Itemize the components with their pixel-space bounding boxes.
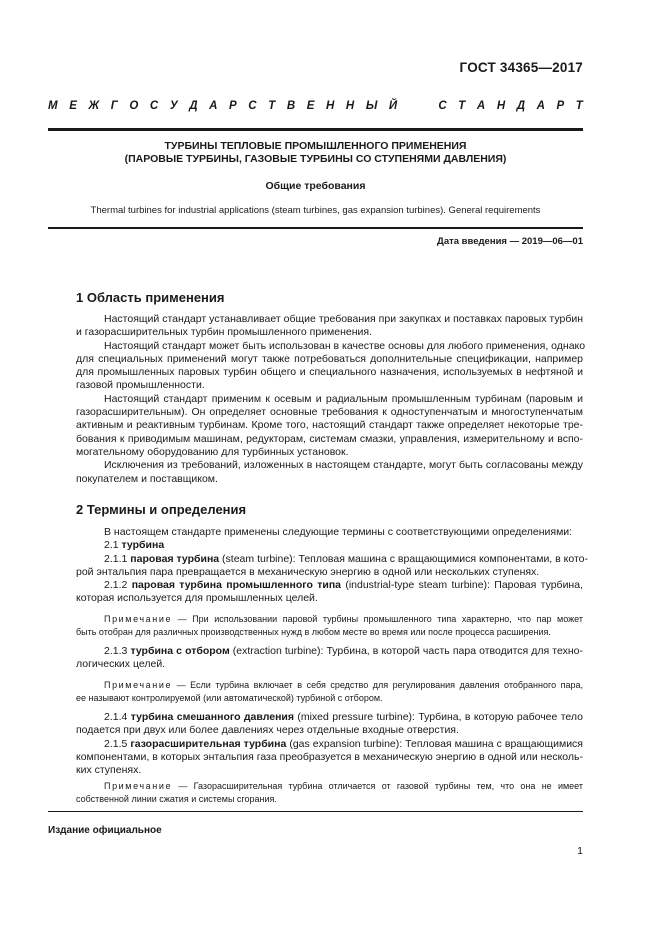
text-line: для промышленных паровых турбин общего и специального назначения, используемых в нефтяной и — [76, 366, 583, 379]
term-2-1-3: 2.1.3 турбина с отбором (extraction turbine): Турбина, в которой часть пара отводится для техно- — [104, 645, 583, 657]
heading-letter: В — [286, 100, 296, 112]
note-3: Примечание — Газорасширительная турбина отличается от газовой турбины тем, что она не имеет собственной линии сжатия и системы сгорания. — [76, 781, 583, 804]
text-line: компонентами, в которых энтальпия газа преобразуется в механическую энергию в одной или несколь- — [76, 750, 583, 763]
text-line: собственной линии сжатия и системы сгорания. — [76, 793, 277, 804]
text-line: бования к приводимым машинам, редукторам, системам смазки, управления, измерительному и вспо- — [76, 432, 583, 445]
heading-letter: О — [129, 100, 139, 112]
heading-letter: Ж — [88, 100, 100, 112]
heading-letter: Н — [496, 100, 506, 112]
heading-letter: Р — [556, 100, 565, 112]
term-2-1-4: 2.1.4 турбина смешанного давления (mixed pressure turbine): Турбина, в которую рабочее тело — [104, 711, 583, 723]
heading-letter: Й — [388, 100, 398, 112]
heading-letter — [409, 100, 412, 112]
term-2-1-2: 2.1.2 паровая турбина промышленного типа (industrial-type steam turbine): Паровая турбина, — [104, 579, 583, 592]
text-line: и газорасширительных турбин промышленного применения. — [76, 326, 373, 339]
text-line: подается при двух или более давлениях через отдельные входные отверстия. — [76, 724, 459, 737]
edition-label: Издание официальное — [48, 825, 162, 836]
heading-letter: Г — [110, 100, 118, 112]
text-line: Исключения из требований, изложенных в настоящем стандарте, могут быть согласованы между — [104, 459, 583, 472]
heading-letter: С — [248, 100, 257, 112]
text-line: Настоящий стандарт применим к осевым и радиальным промышленным турбинам (паровым и — [104, 392, 583, 405]
text-line: газовой промышленности. — [76, 379, 205, 392]
note-1: Примечание — При использовании паровой турбины промышленного типа характерно, что пар может быть отобран для различных производственных нужд в любом месте во время или после процесса расширения. — [76, 614, 583, 637]
heading-letter: Т — [575, 100, 583, 112]
note-label: Примечание — [104, 680, 173, 690]
section-1-heading: 1 Область применения — [76, 290, 225, 305]
paragraph — [76, 339, 586, 393]
heading-letter: Р — [229, 100, 237, 112]
text-line: могательному оборудованию для турбинных установок. — [76, 445, 349, 458]
heading-letter: М — [48, 100, 58, 112]
heading-letter: Ы — [365, 100, 378, 112]
english-title: Thermal turbines for industrial applications (steam turbines, gas expansion turbines). General requirements — [90, 205, 541, 216]
text-line: быть отобран для различных производственных нужд в любом месте во время или после процесса расширения. — [76, 626, 551, 637]
section-1-body — [76, 313, 586, 486]
text-line: которая используется для промышленных целей. — [76, 592, 318, 605]
page-number: 1 — [577, 845, 583, 857]
text-line: для специальных применений могут также потребоваться дополнительные спецификации, например — [76, 352, 583, 365]
title-line-2: (ПАРОВЫЕ ТУРБИНЫ, ГАЗОВЫЕ ТУРБИНЫ СО СТУПЕНЯМИ ДАВЛЕНИЯ) — [124, 153, 507, 165]
heading-letter: Е — [306, 100, 315, 112]
heading-letter: Т — [268, 100, 276, 112]
heading-letter: Е — [69, 100, 77, 112]
note-2: Примечание — Если турбина включает в себя средство для регулирования давления отобранного пара, ее называют контролируемой (или автоматической) турбиной с отбором. — [76, 680, 583, 703]
text-line: Настоящий стандарт может быть использован в качестве основы для любого применения, однако — [104, 339, 586, 352]
introduction-date: Дата введения — 2019—06—01 — [437, 236, 583, 247]
heading-letter: Н — [345, 100, 355, 112]
heading-letter: У — [169, 100, 178, 112]
term-2-1: 2.1 турбина — [104, 539, 165, 552]
term-2-1-1: 2.1.1 паровая турбина (steam turbine): Тепловая машина с вращающимися компонентами, в кото- — [104, 552, 588, 565]
heading-letter: А — [476, 100, 486, 112]
heading-letter: Д — [516, 100, 526, 112]
term-2-1-3-block — [76, 645, 583, 672]
paragraph — [76, 459, 583, 486]
text-line: Настоящий стандарт устанавливает общие требования при закупках и поставках паровых турбин — [104, 313, 583, 325]
intro-line: В настоящем стандарте применены следующие термины с соответствующими определениями: — [104, 526, 573, 538]
text-line: газорасширительным). Он определяет основные требования к одноступенчатым и многоступенчатым — [76, 406, 583, 419]
text-line: ее называют контролируемой (или автоматической) турбиной с отбором. — [76, 692, 383, 703]
text-line: рой энтальпия пара превращается в механическую энергию в одной или нескольких ступенях. — [76, 565, 540, 578]
note-label: Примечание — [104, 614, 173, 624]
note-label: Примечание — [104, 781, 173, 791]
text-line: активным и реактивным турбинам. Кроме того, настоящий стандарт также определяет некоторые тре- — [76, 419, 583, 432]
text-line: покупателем и поставщиком. — [76, 472, 218, 485]
header-rule — [48, 128, 583, 131]
heading-letter: А — [536, 100, 545, 112]
document-subtitle: Общие требования — [265, 180, 366, 192]
heading-letter: Д — [189, 100, 198, 112]
section-2-heading: 2 Термины и определения — [76, 502, 247, 517]
document-code: ГОСТ 34365—2017 — [459, 60, 583, 75]
standard-type-heading — [48, 100, 583, 112]
title-rule — [48, 227, 583, 229]
heading-letter: Н — [326, 100, 335, 112]
section-2-body — [76, 526, 588, 606]
footer-rule — [48, 811, 583, 812]
text-line: ких ступенях. — [76, 764, 142, 777]
term-2-1-5: 2.1.5 газорасширительная турбина (gas expansion turbine): Тепловая машина с вращающимися — [104, 737, 583, 750]
heading-letter — [424, 100, 427, 112]
heading-letter: А — [209, 100, 218, 112]
heading-letter: Т — [458, 100, 466, 112]
heading-letter: С — [438, 100, 447, 112]
paragraph — [76, 313, 583, 340]
terms-2-1-4-5-block — [76, 711, 583, 777]
title-line-1: ТУРБИНЫ ТЕПЛОВЫЕ ПРОМЫШЛЕННОГО ПРИМЕНЕНИЯ — [164, 140, 467, 152]
heading-letter: С — [149, 100, 159, 112]
paragraph — [76, 393, 583, 459]
document-title — [48, 140, 583, 166]
text-line: логических целей. — [76, 658, 166, 671]
